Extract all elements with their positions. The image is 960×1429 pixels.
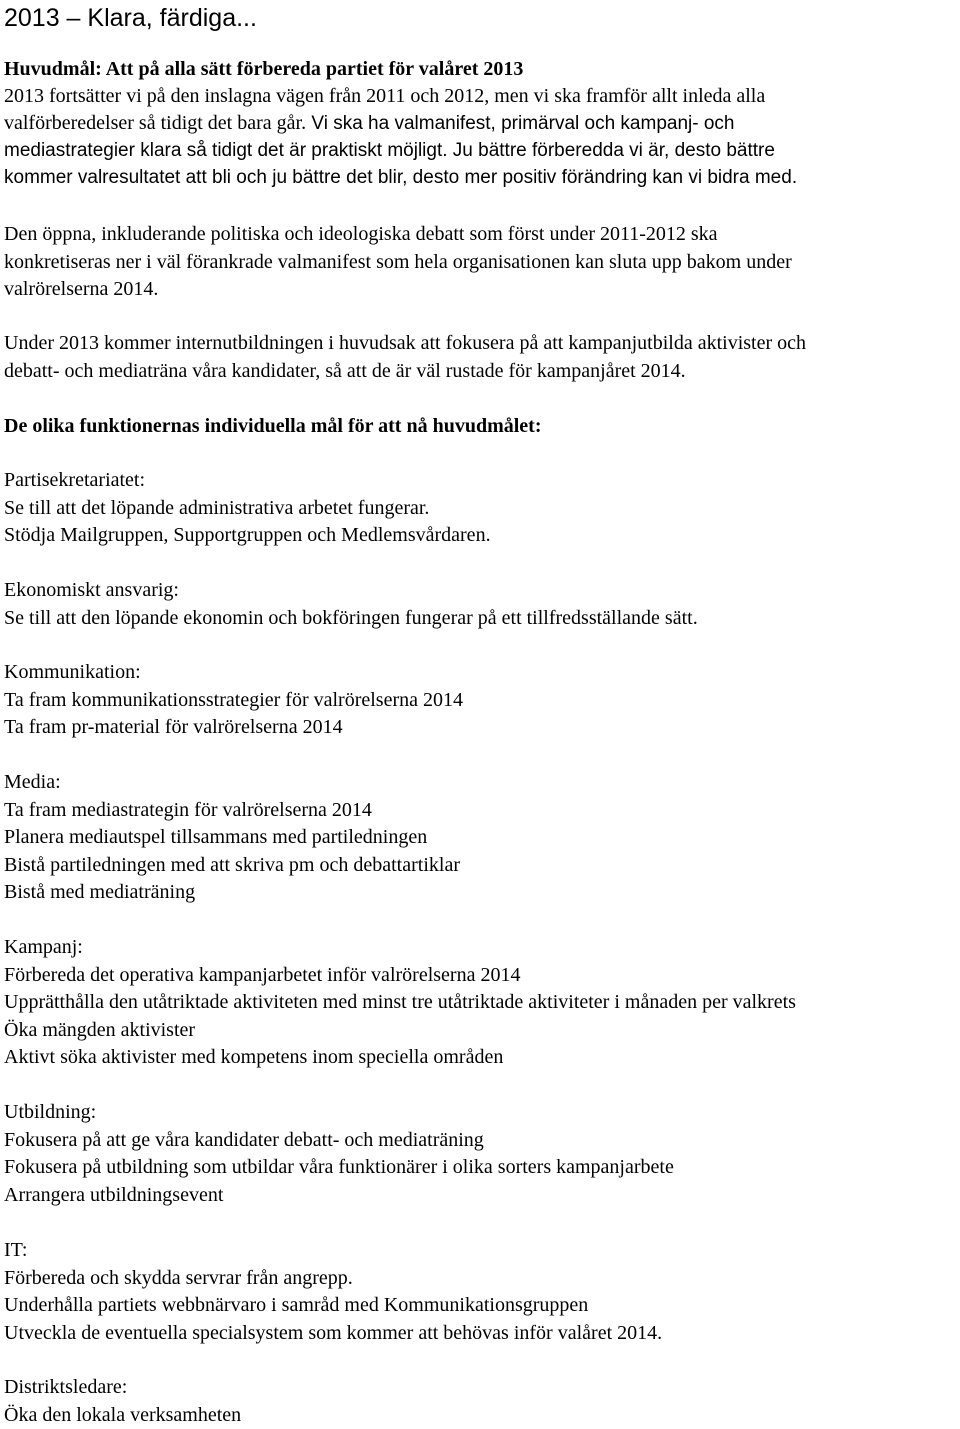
role-goal-list bbox=[4, 495, 960, 550]
role-goal-item: Bistå partiledningen med att skriva pm och debattartiklar bbox=[4, 852, 960, 880]
paragraph-line: Den öppna, inkluderande politiska och ideologiska debatt som först under 2011-2012 ska bbox=[4, 221, 960, 249]
role-ekonomiskt-ansvarig bbox=[4, 577, 960, 632]
paragraph-line: Under 2013 kommer internutbildningen i huvudsak att fokusera på att kampanjutbilda aktivister och bbox=[4, 330, 960, 358]
role-heading: Utbildning: bbox=[4, 1099, 960, 1127]
intro-body bbox=[4, 83, 960, 191]
role-heading: Kommunikation: bbox=[4, 659, 960, 687]
debate-paragraph bbox=[4, 221, 960, 304]
intro-section bbox=[4, 56, 960, 191]
role-heading: Ekonomiskt ansvarig: bbox=[4, 577, 960, 605]
role-goal-item: Underhålla partiets webbnärvaro i samråd med Kommunikationsgruppen bbox=[4, 1292, 960, 1320]
role-heading: Kampanj: bbox=[4, 934, 960, 962]
role-goal-list bbox=[4, 1402, 960, 1429]
role-goal-item: Arrangera utbildningsevent bbox=[4, 1182, 960, 1210]
intro-line: mediastrategier klara så tidigt det är praktiskt möjligt. bbox=[4, 140, 448, 161]
role-goal-list bbox=[4, 605, 960, 633]
role-partisekretariatet bbox=[4, 467, 960, 550]
intro-line-mixed bbox=[4, 137, 960, 164]
role-goal-item: Utveckla de eventuella specialsystem som kommer att behövas inför valåret 2014. bbox=[4, 1320, 960, 1348]
role-goal-item: Aktivt söka aktivister med kompetens inom speciella områden bbox=[4, 1044, 960, 1072]
intro-line: valförberedelser så tidigt det bara går. bbox=[4, 112, 306, 134]
role-goal-list bbox=[4, 962, 960, 1072]
intro-line-mixed bbox=[4, 110, 960, 137]
role-goal-item: Bistå med mediaträning bbox=[4, 879, 960, 907]
role-media bbox=[4, 769, 960, 907]
role-it bbox=[4, 1237, 960, 1347]
role-goal-item: Öka den lokala verksamheten bbox=[4, 1402, 960, 1429]
document-title: 2013 – Klara, färdiga... bbox=[4, 0, 257, 36]
role-goal-list bbox=[4, 1127, 960, 1210]
role-kampanj bbox=[4, 934, 960, 1072]
intro-line: 2013 fortsätter vi på den inslagna vägen från 2011 och 2012, men vi ska framför allt inleda alla bbox=[4, 83, 960, 110]
intro-line: Vi ska ha valmanifest, primärval och kampanj- och bbox=[306, 113, 734, 134]
role-distriktsledare bbox=[4, 1374, 960, 1429]
role-goal-item: Stödja Mailgruppen, Supportgruppen och Medlemsvårdaren. bbox=[4, 522, 960, 550]
role-goal-item: Ta fram pr-material för valrörelserna 2014 bbox=[4, 714, 960, 742]
role-heading: Partisekretariatet: bbox=[4, 467, 960, 495]
role-goal-item: Ta fram kommunikationsstrategier för valrörelserna 2014 bbox=[4, 687, 960, 715]
role-goal-item: Fokusera på att ge våra kandidater debatt- och mediaträning bbox=[4, 1127, 960, 1155]
main-goal-heading: Huvudmål: Att på alla sätt förbereda partiet för valåret 2013 bbox=[4, 56, 960, 83]
training-paragraph bbox=[4, 330, 960, 385]
role-goal-item: Öka mängden aktivister bbox=[4, 1017, 960, 1045]
role-heading: Media: bbox=[4, 769, 960, 797]
role-goal-item: Förbereda det operativa kampanjarbetet inför valrörelserna 2014 bbox=[4, 962, 960, 990]
role-utbildning bbox=[4, 1099, 960, 1209]
role-goal-item: Ta fram mediastrategin för valrörelserna 2014 bbox=[4, 797, 960, 825]
paragraph-line: debatt- och mediaträna våra kandidater, så att de är väl rustade för kampanjåret 2014. bbox=[4, 358, 960, 386]
role-goal-list bbox=[4, 1265, 960, 1348]
role-heading: Distriktsledare: bbox=[4, 1374, 960, 1402]
intro-line: kommer valresultatet att bli och ju bättre det blir, desto mer positiv förändring kan vi bidra med. bbox=[4, 164, 960, 191]
role-goal-item: Upprätthålla den utåtriktade aktiviteten med minst tre utåtriktade aktiviteter i månaden per valkrets bbox=[4, 989, 960, 1017]
role-kommunikation bbox=[4, 659, 960, 742]
role-goal-list bbox=[4, 797, 960, 907]
role-goal-item: Planera mediautspel tillsammans med partiledningen bbox=[4, 824, 960, 852]
role-goal-item: Se till att det löpande administrativa arbetet fungerar. bbox=[4, 495, 960, 523]
role-goal-item: Se till att den löpande ekonomin och bokföringen fungerar på ett tillfredsställande sätt. bbox=[4, 605, 960, 633]
role-goal-list bbox=[4, 687, 960, 742]
goals-heading: De olika funktionernas individuella mål för att nå huvudmålet: bbox=[4, 412, 541, 440]
paragraph-line: valrörelserna 2014. bbox=[4, 276, 960, 304]
role-goal-item: Fokusera på utbildning som utbildar våra funktionärer i olika sorters kampanjarbete bbox=[4, 1154, 960, 1182]
intro-line: Ju bättre förberedda vi är, desto bättre bbox=[448, 140, 775, 161]
paragraph-line: konkretiseras ner i väl förankrade valmanifest som hela organisationen kan sluta upp bakom under bbox=[4, 249, 960, 277]
role-heading: IT: bbox=[4, 1237, 960, 1265]
role-goal-item: Förbereda och skydda servrar från angrepp. bbox=[4, 1265, 960, 1293]
